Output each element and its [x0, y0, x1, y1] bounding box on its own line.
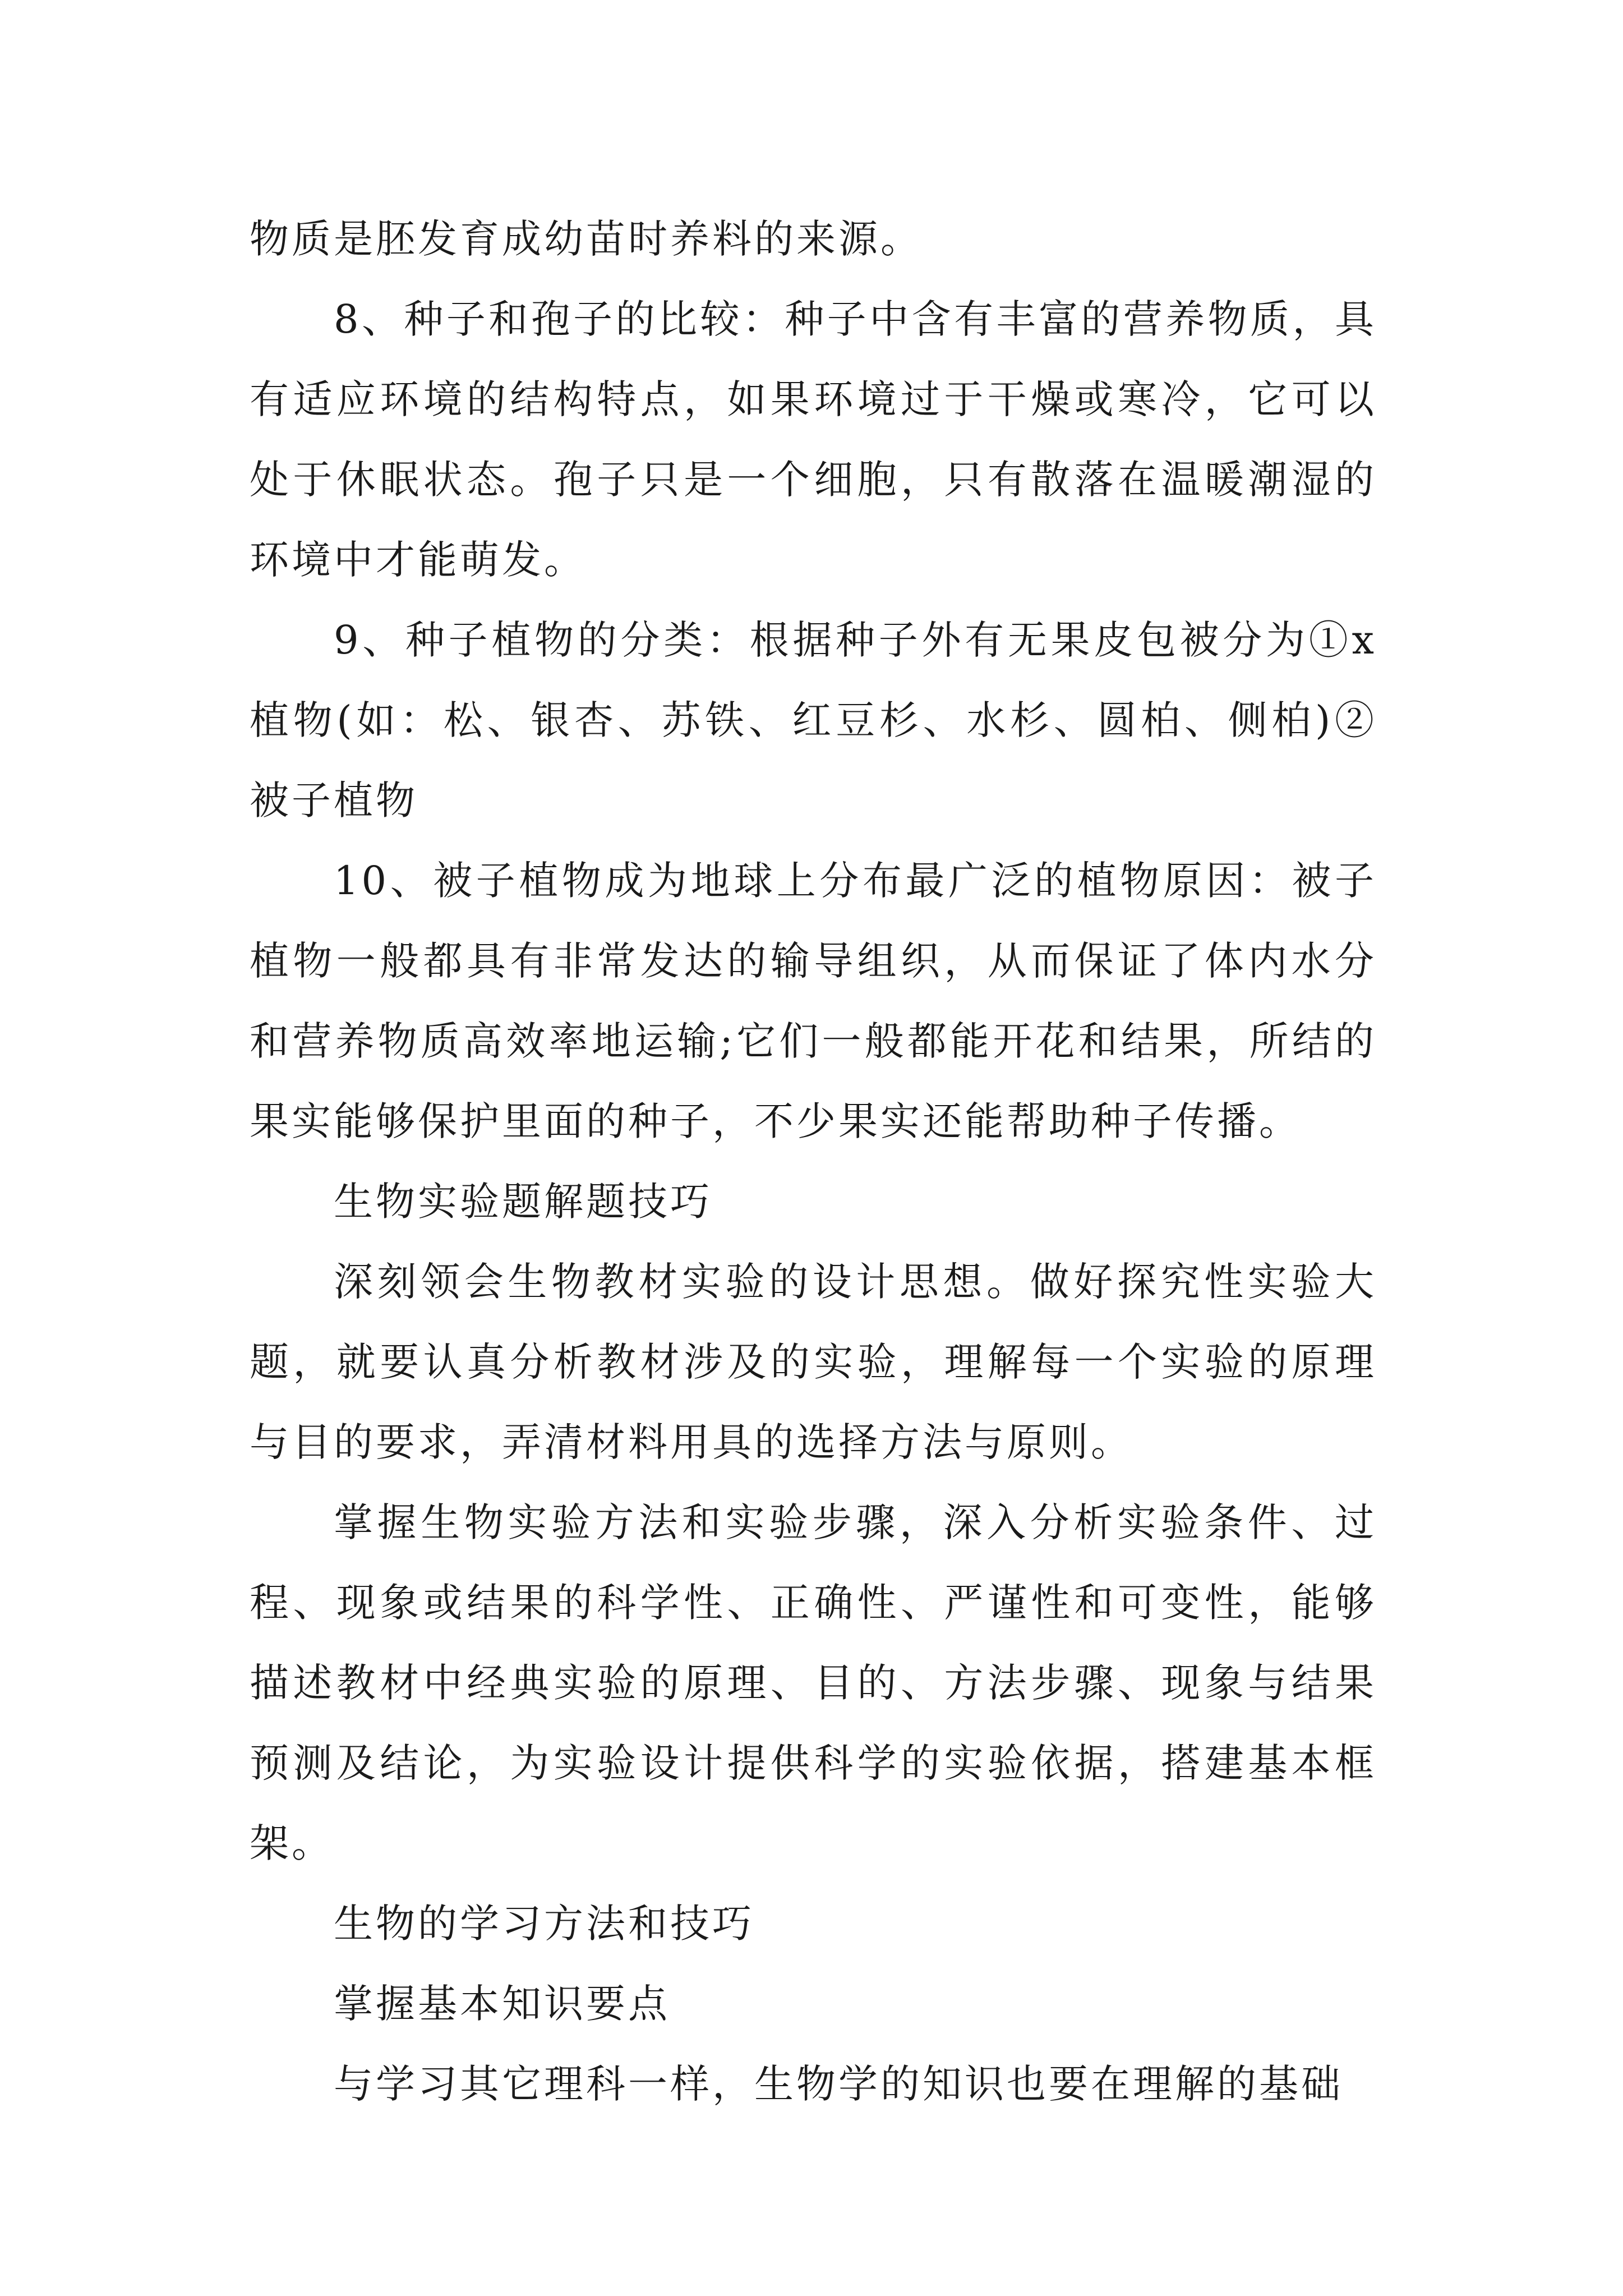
- paragraph-experiment-methods: 掌握生物实验方法和实验步骤，深入分析实验条件、过程、现象或结果的科学性、正确性、严谨性和可变性，能够描述教材中经典实验的原理、目的、方法步骤、现象与结果预测及结论，为实验设计提供科学的实验依据，搭建基本框架。: [250, 1499, 1377, 1866]
- paragraph-experiment-design: 深刻领会生物教材实验的设计思想。做好探究性实验大题，就要认真分析教材涉及的实验，理解每一个实验的原理与目的要求，弄清材料用具的选择方法与原则。: [250, 1259, 1377, 1465]
- section-heading-experiment-tips: 生物实验题解题技巧: [334, 1179, 712, 1225]
- paragraph-seed-plant-classification: 9、种子植物的分类：根据种子外有无果皮包被分为①x植物(如：松、银杏、苏铁、红豆杉、水杉、圆柏、侧柏)②被子植物: [250, 617, 1377, 823]
- section-heading-study-methods: 生物的学习方法和技巧: [334, 1901, 754, 1947]
- paragraph-study-intro: 与学习其它理科一样，生物学的知识也要在理解的基础: [334, 2061, 1343, 2107]
- subheading-basic-knowledge: 掌握基本知识要点: [334, 1981, 670, 2027]
- paragraph-angiosperm-distribution: 10、被子植物成为地球上分布最广泛的植物原因：被子植物一般都具有非常发达的输导组织，从而保证了体内水分和营养物质高效率地运输;它们一般都能开花和结果，所结的果实能够保护里面的种子，不少果实还能帮助种子传播。: [250, 858, 1377, 1144]
- paragraph-seed-spore-comparison: 8、种子和孢子的比较：种子中含有丰富的营养物质，具有适应环境的结构特点，如果环境过于干燥或寒冷，它可以处于休眠状态。孢子只是一个细胞，只有散落在温暖潮湿的环境中才能萌发。: [250, 296, 1377, 583]
- paragraph-continuation: 物质是胚发育成幼苗时养料的来源。: [250, 216, 923, 262]
- document-body: [250, 199, 1377, 2124]
